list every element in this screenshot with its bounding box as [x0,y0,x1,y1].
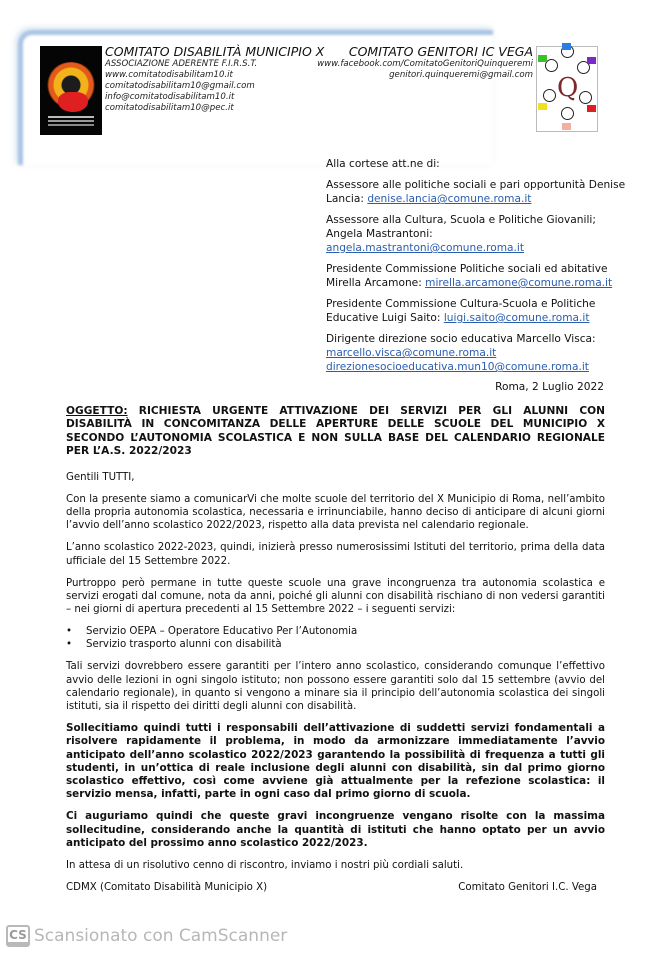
watermark-text: Scansionato con CamScanner [34,926,288,946]
recipient-item: Presidente Commissione Politiche sociali ed abitative Mirella Arcamone: mirella.arcamone@comune.roma.it [326,263,613,289]
signatures [66,881,605,895]
closing: In attesa di un risolutivo cenno di riscontro, inviamo i nostri più cordiali saluti. [66,860,464,872]
recipients-block [326,157,626,381]
subject-text: RICHIESTA URGENTE ATTIVAZIONE DEI SERVIZI PER GLI ALUNNI CON DISABILITÀ IN CONCOMITANZA DELLE APERTURE DELLE SCUOLE DEL MUNICIPIO X SECONDO L’AUTONOMIA SCOLASTICA E NON SULLA BASE DEL CALENDARIO REGIONALE PER L’A.S. 2022/2023 [66,405,605,458]
list-item: • Servizio OEPA – Operatore Educativo Per l’Autonomia [66,625,605,638]
recipient-item: Dirigente direzione socio educativa Marcello Visca: marcello.visca@comune.roma.it direzionesocioeducativa.mun10@comune.roma.it [326,333,596,373]
camscanner-icon: CS [6,925,30,947]
sunflower-logo-icon [40,46,102,135]
left-org-info-email: info@comitatodisabilitam10.it [105,92,235,102]
paragraph: Purtroppo però permane in tutte queste scuole una grave incongruenza tra autonomia scolastica e servizi erogati dal comune, nota da anni, poiché gli alunni con disabilità rischiano di non vedersi garantiti – nei giorni di apertura precedenti al 15 Settembre 2022 – i seguenti servizi: [66,577,605,616]
left-org-pec-email: comitatodisabilitam10@pec.it [105,103,234,113]
bold-paragraph: Sollecitiamo quindi tutti i responsabili dell’attivazione di suddetti servizi fondamentali a risolvere rapidamente il problema, in modo da armonizzare immediatamente l’avvio anticipato dell’anno scolastico 2022/2023 garantendo la possibilità di frequenza a tutti gli studenti, in un’ottica di reale inclusione degli alunni con disabilità, sin dal primo giorno scolastico effettivo, così come avviene già attualmente per la refezione scolastica: il servizio mensa, infatti, parte in ogni caso dal primo giorno di scuola. [66,722,605,801]
letter-body [66,405,605,895]
recipients-intro: Alla cortese att.ne di: [326,158,440,170]
recipient-item: Presidente Commissione Cultura-Scuola e Politiche Educative Luigi Saito: luigi.saito@comune.roma.it [326,298,596,324]
email-link[interactable]: marcello.visca@comune.roma.it [326,347,497,359]
right-org-email: genitori.quinqueremi@gmail.com [389,70,533,80]
email-link[interactable]: mirella.arcamone@comune.roma.it [425,277,613,289]
camscanner-watermark [6,925,287,947]
paragraph: Tali servizi dovrebbero essere garantiti per l’intero anno scolastico, considerando comunque l’effettivo avvio delle lezioni in ogni singolo istituto; non possono essere garantiti solo dal 15 settembre (avvio del calendario regionale), in quanto si vengono a minare sia il principio dell’autonomia scolastica dei singoli istituti, sia il rispetto dei diritti degli alunni con disabilità. [66,661,605,713]
bold-paragraph: Ci auguriamo quindi che queste gravi incongruenze vengano risolte con la massima sollecitudine, considerando anche la quantità di istituti che hanno optato per un avvio anticipato del prossimo anno scolastico 2022/2023. [66,810,605,849]
left-org-website: www.comitatodisabilitam10.it [105,70,233,80]
recipient-item: Assessore alle politiche sociali e pari opportunità Denise Lancia: denise.lancia@comune.roma.it [326,179,626,205]
signature-right: Comitato Genitori I.C. Vega [458,882,597,894]
greeting: Gentili TUTTI, [66,471,135,483]
children-circle-logo-icon [536,46,598,132]
email-link[interactable]: denise.lancia@comune.roma.it [367,193,532,205]
right-org-facebook: www.facebook.com/ComitatoGenitoriQuinqueremi [317,59,533,69]
paragraph: L’anno scolastico 2022-2023, quindi, inizierà presso numerosissimi Istituti del territorio, prima della data ufficiale del 15 Settembre 2022. [66,542,605,567]
left-org-subtitle: ASSOCIAZIONE ADERENTE F.I.R.S.T. [105,59,258,69]
left-org-email: comitatodisabilitam10@gmail.com [105,81,255,91]
recipient-item: Assessore alla Cultura, Scuola e Politiche Giovanili; Angela Mastrantoni: angela.mastrantoni@comune.roma.it [326,214,596,254]
subject-label: OGGETTO: [66,405,128,417]
subject-line [66,405,605,459]
left-org-title: COMITATO DISABILITÀ MUNICIPIO X [105,44,325,59]
email-link[interactable]: luigi.saito@comune.roma.it [443,312,590,324]
paragraph: Con la presente siamo a comunicarVi che molte scuole del territorio del X Municipio di Roma, nell’ambito della propria autonomia scolastica, necessaria e irrinunciabile, hanno deciso di anticipare di alcuni giorni l’avvio dell’anno scolastico 2022/2023, rispetto alla data prevista nel calendario regionale. [66,493,605,532]
email-link[interactable]: direzionesocioeducativa.mun10@comune.roma.it [326,361,589,373]
signature-left: CDMX (Comitato Disabilità Municipio X) [66,882,268,894]
right-letterhead [317,44,533,81]
right-org-title: COMITATO GENITORI IC VEGA [348,44,533,59]
services-list [66,625,605,651]
letter-date: Roma, 2 Luglio 2022 [495,381,604,393]
left-letterhead [105,44,324,114]
logo-q-letter: Q [557,73,579,103]
list-item: • Servizio trasporto alunni con disabilità [66,638,605,651]
email-link[interactable]: angela.mastrantoni@comune.roma.it [326,242,525,254]
